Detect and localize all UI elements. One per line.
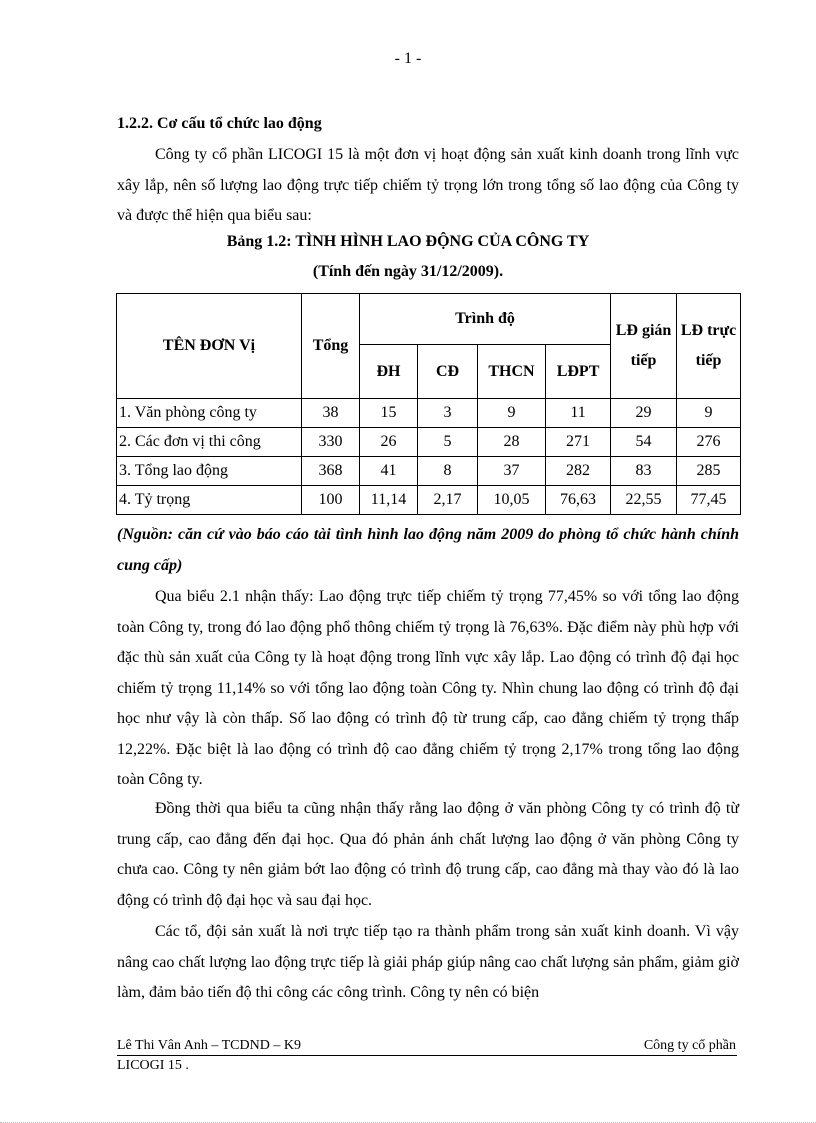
header-cd: CĐ: [418, 345, 478, 399]
row-indirect: 29: [611, 399, 677, 428]
table-row: [117, 457, 741, 486]
header-dh: ĐH: [360, 345, 418, 399]
row-ldpt: 271: [546, 428, 611, 457]
table-row: [117, 428, 741, 457]
row-ldpt: 11: [546, 399, 611, 428]
footer-divider: [117, 1055, 737, 1056]
labor-table: [116, 293, 741, 515]
row-indirect: 54: [611, 428, 677, 457]
table-subtitle: (Tính đến ngày 31/12/2009).: [312, 263, 504, 280]
row-total: 100: [302, 486, 360, 515]
row-cd: 2,17: [418, 486, 478, 515]
header-unit-name: TÊN ĐƠN Vị: [117, 294, 302, 399]
source-note: (Nguồn: căn cứ vào báo cáo tài tình hình lao động năm 2009 do phòng tổ chức hành chính cung cấp): [117, 526, 739, 574]
table-header-row: [117, 294, 741, 345]
row-thcn: 28: [478, 428, 546, 457]
row-dh: 15: [360, 399, 418, 428]
analysis-paragraph-3: Các tổ, đội sản xuất là nơi trực tiếp tạo ra thành phẩm trong sản xuất kinh doanh. Vì vậy nâng cao chất lượng lao động trực tiếp là giải pháp giúp nâng cao chất lượng sản phẩm, giảm giờ làm, đảm bảo tiến độ thi công các công trình. Công ty nên có biện: [117, 923, 739, 1001]
table-title: Bảng 1.2: TÌNH HÌNH LAO ĐỘNG CỦA CÔNG TY: [226, 233, 590, 250]
row-thcn: 9: [478, 399, 546, 428]
row-thcn: 10,05: [478, 486, 546, 515]
header-thcn: THCN: [478, 345, 546, 399]
header-indirect: LĐ gián tiếp: [611, 294, 677, 399]
row-dh: 11,14: [360, 486, 418, 515]
row-ldpt: 76,63: [546, 486, 611, 515]
footer-author: Lê Thi Vân Anh – TCDND – K9: [117, 1038, 301, 1053]
header-ldpt: LĐPT: [546, 345, 611, 399]
row-ldpt: 282: [546, 457, 611, 486]
row-direct: 285: [677, 457, 741, 486]
page-number: - 1 -: [394, 50, 422, 67]
table-row: [117, 399, 741, 428]
row-direct: 9: [677, 399, 741, 428]
row-thcn: 37: [478, 457, 546, 486]
row-dh: 41: [360, 457, 418, 486]
row-name: 3. Tổng lao động: [117, 457, 302, 486]
footer-company-right: Công ty cổ phần: [643, 1038, 736, 1053]
row-name: 4. Tỷ trọng: [117, 486, 302, 515]
row-cd: 5: [418, 428, 478, 457]
section-heading: 1.2.2. Cơ cấu tổ chức lao động: [117, 115, 322, 132]
row-total: 368: [302, 457, 360, 486]
table-row: [117, 486, 741, 515]
analysis-paragraph-2: Đồng thời qua biểu ta cũng nhận thấy rằng lao động ở văn phòng Công ty có trình độ từ trung cấp, cao đẳng đến đại học. Qua đó phản ánh chất lượng lao động ở văn phòng Công ty chưa cao. Công ty nên giảm bớt lao động có trình độ trung cấp, cao đẳng mà thay vào đó là lao động có trình độ đại học và sau đại học.: [117, 800, 739, 909]
header-education: Trình độ: [360, 294, 611, 345]
header-total: Tổng: [302, 294, 360, 399]
header-direct: LĐ trực tiếp: [677, 294, 741, 399]
row-direct: 77,45: [677, 486, 741, 515]
row-cd: 8: [418, 457, 478, 486]
footer-company-left: LICOGI 15 .: [117, 1058, 189, 1073]
row-name: 2. Các đơn vị thi công: [117, 428, 302, 457]
intro-paragraph: Công ty cổ phần LICOGI 15 là một đơn vị hoạt động sản xuất kinh doanh trong lĩnh vực xây lắp, nên số lượng lao động trực tiếp chiếm tỷ trọng lớn trong tổng số lao động của Công ty và được thể hiện qua biểu sau:: [117, 146, 739, 224]
row-name: 1. Văn phòng công ty: [117, 399, 302, 428]
row-cd: 3: [418, 399, 478, 428]
row-total: 38: [302, 399, 360, 428]
row-direct: 276: [677, 428, 741, 457]
row-total: 330: [302, 428, 360, 457]
row-indirect: 83: [611, 457, 677, 486]
row-dh: 26: [360, 428, 418, 457]
analysis-paragraph-1: Qua biểu 2.1 nhận thấy: Lao động trực tiếp chiếm tỷ trọng 77,45% so với tổng lao động toàn Công ty, trong đó lao động phổ thông chiếm tỷ trọng là 76,63%. Đặc điểm này phù hợp với đặc thù sản xuất của Công ty là hoạt động trong lĩnh vực xây lắp. Lao động có trình độ đại học chiếm tỷ trọng 11,14% so với tổng lao động toàn Công ty. Nhìn chung lao động có trình độ đại học như vậy là còn thấp. Số lao động có trình độ từ trung cấp, cao đẳng chiếm tỷ trọng thấp 12,22%. Đặc biệt là lao động có trình độ cao đẳng chiếm tỷ trọng 2,17% trong tổng lao động toàn Công ty.: [117, 588, 739, 788]
row-indirect: 22,55: [611, 486, 677, 515]
